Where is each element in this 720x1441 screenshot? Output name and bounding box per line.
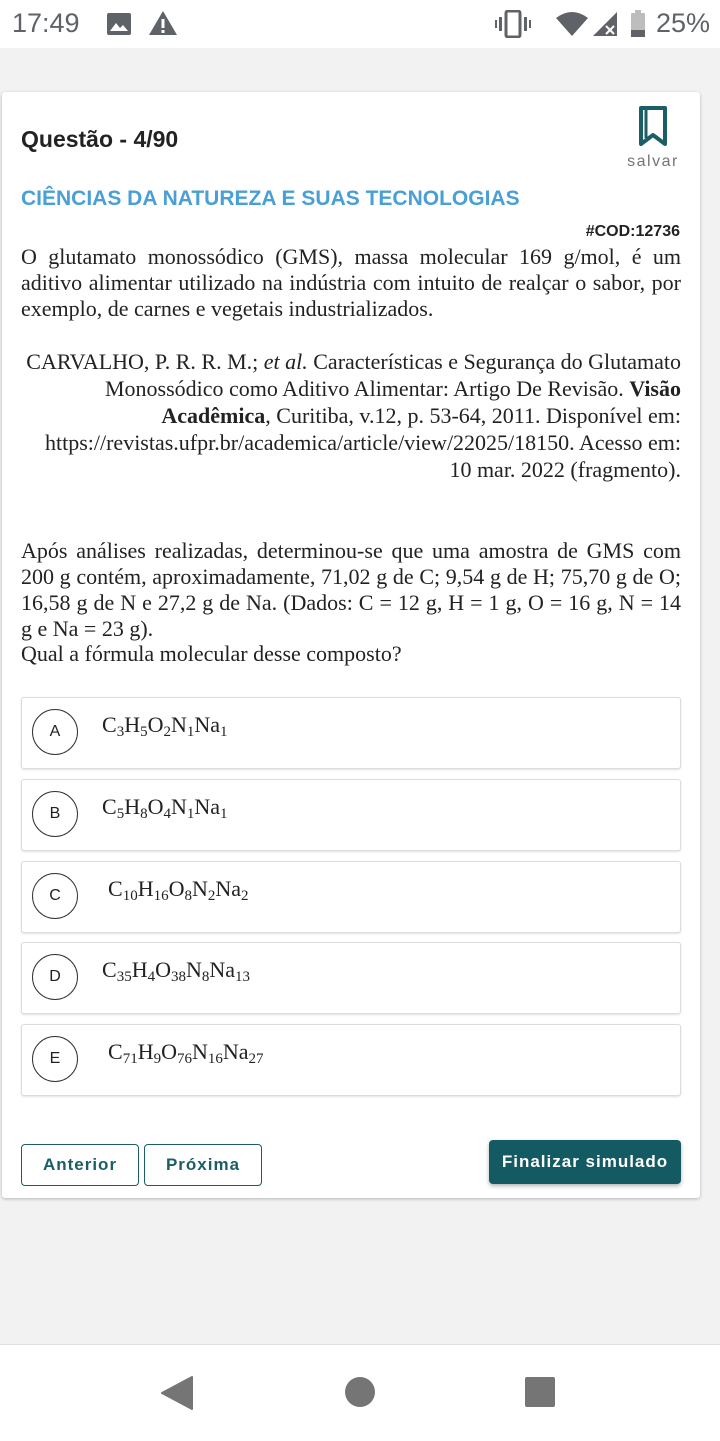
element-count: 8	[201, 969, 210, 985]
element-count: 4	[147, 969, 156, 985]
option-formula	[102, 712, 228, 738]
element-symbol: O	[168, 876, 185, 901]
element-count: 5	[116, 806, 125, 822]
element-count: 16	[207, 1051, 223, 1067]
element-count: 27	[248, 1051, 264, 1067]
element-symbol: N	[191, 1039, 208, 1064]
finish-simulation-button[interactable]: Finalizar simulado	[489, 1140, 681, 1184]
question-card	[2, 92, 700, 1198]
option-formula	[102, 794, 228, 820]
option-letter: A	[32, 709, 78, 755]
intro-paragraph: O glutamato monossódico (GMS), massa molecular 169 g/mol, é um aditivo alimentar utilizado na indústria com intuito de realçar o sabor, por exemplo, de carnes e vegetais industrializados.	[21, 244, 681, 321]
element-count: 10	[122, 888, 138, 904]
element-symbol: N	[185, 957, 202, 982]
next-button[interactable]: Próxima	[144, 1144, 262, 1186]
reference-journal: Visão Acadêmica	[161, 376, 681, 428]
element-symbol: O	[161, 1039, 177, 1064]
bookmark-icon	[622, 104, 684, 151]
option-formula	[102, 957, 250, 983]
element-count: 9	[153, 1051, 162, 1067]
element-count: 2	[207, 888, 216, 904]
option-c[interactable]	[21, 861, 681, 933]
element-symbol: C	[102, 712, 117, 737]
element-count: 1	[186, 806, 195, 822]
option-letter: E	[32, 1036, 78, 1082]
element-count: 3	[116, 724, 125, 740]
element-count: 76	[176, 1051, 192, 1067]
element-count: 5	[140, 724, 148, 740]
element-count: 71	[122, 1051, 138, 1067]
status-bar	[0, 0, 720, 48]
element-count: 13	[235, 969, 251, 985]
element-symbol: O	[147, 712, 164, 737]
question-code: #COD:12736	[585, 223, 680, 240]
reference-etal: et al.	[263, 349, 308, 374]
vibrate-icon	[495, 10, 531, 43]
option-e[interactable]	[21, 1024, 681, 1096]
reference	[21, 348, 681, 483]
battery-percentage: 25%	[656, 8, 711, 38]
reference-details: , Curitiba, v.12, p. 53-64, 2011.	[265, 403, 541, 428]
option-letter: C	[32, 873, 78, 919]
element-symbol: Na	[215, 876, 242, 901]
element-count: 8	[140, 806, 148, 822]
element-symbol: O	[147, 794, 164, 819]
element-count: 4	[163, 806, 171, 822]
back-icon[interactable]	[160, 1375, 194, 1416]
element-symbol: Na	[209, 957, 236, 982]
element-symbol: N	[191, 876, 208, 901]
option-letter: B	[32, 791, 78, 837]
home-icon[interactable]	[344, 1376, 376, 1413]
status-time: 17:49	[12, 8, 80, 38]
element-count: 1	[220, 806, 228, 822]
element-symbol: O	[155, 957, 171, 982]
element-symbol: H	[124, 794, 141, 819]
reference-authors: CARVALHO, P. R. R. M.;	[26, 349, 259, 374]
element-symbol: C	[102, 957, 117, 982]
previous-button[interactable]: Anterior	[21, 1144, 139, 1186]
subject-area: CIÊNCIAS DA NATUREZA E SUAS TECNOLOGIAS	[21, 187, 520, 210]
reference-url: https://revistas.ufpr.br/academica/article/view/22025/18150.	[44, 430, 575, 455]
navigation-bar	[0, 1344, 720, 1441]
option-a[interactable]	[21, 697, 681, 769]
element-symbol: Na	[222, 1039, 249, 1064]
element-symbol: H	[124, 712, 141, 737]
option-formula	[108, 876, 249, 902]
battery-icon	[630, 10, 646, 43]
element-count: 2	[163, 724, 171, 740]
option-formula	[108, 1039, 264, 1065]
warning-icon	[148, 10, 178, 41]
element-symbol: H	[131, 957, 148, 982]
option-b[interactable]	[21, 779, 681, 851]
element-count: 35	[116, 969, 132, 985]
image-icon	[106, 12, 132, 41]
question-text: Qual a fórmula molecular desse composto?	[21, 641, 402, 666]
question-title: Questão - 4/90	[21, 126, 179, 152]
element-count: 38	[170, 969, 186, 985]
save-label: salvar	[627, 153, 679, 170]
element-count: 1	[220, 724, 228, 740]
element-symbol: Na	[194, 712, 221, 737]
element-symbol: C	[108, 876, 123, 901]
reference-access: Acesso em: 10 mar. 2022 (fragmento).	[449, 430, 681, 482]
reference-title: Características e Segurança do Glutamato Monossódico como Aditivo Alimentar: Artigo De Revisão.	[104, 349, 681, 401]
wifi-icon	[556, 12, 588, 41]
element-count: 2	[241, 888, 249, 904]
element-count: 1	[186, 724, 195, 740]
element-symbol: C	[108, 1039, 123, 1064]
element-symbol: N	[170, 794, 187, 819]
option-d[interactable]	[21, 942, 681, 1014]
option-letter: D	[32, 954, 78, 1000]
element-symbol: H	[137, 1039, 154, 1064]
element-symbol: N	[170, 712, 187, 737]
element-symbol: H	[137, 876, 154, 901]
element-count: 8	[184, 888, 192, 904]
save-button[interactable]	[622, 104, 684, 171]
element-symbol: C	[102, 794, 117, 819]
signal-icon	[592, 11, 618, 42]
element-symbol: Na	[194, 794, 221, 819]
element-count: 16	[153, 888, 169, 904]
recents-icon[interactable]	[524, 1376, 556, 1413]
reference-available: Disponível em:	[545, 403, 681, 428]
data-paragraph: Após análises realizadas, determinou-se que uma amostra de GMS com 200 g contém, aproximadamente, 71,02 g de C; 9,54 g de H; 75,70 g de O; 16,58 g de N e 27,2 g de Na. (Dados: C = 12 g, H = 1 g, O = 16 g, N = 14 g e Na = 23 g).	[21, 538, 681, 641]
